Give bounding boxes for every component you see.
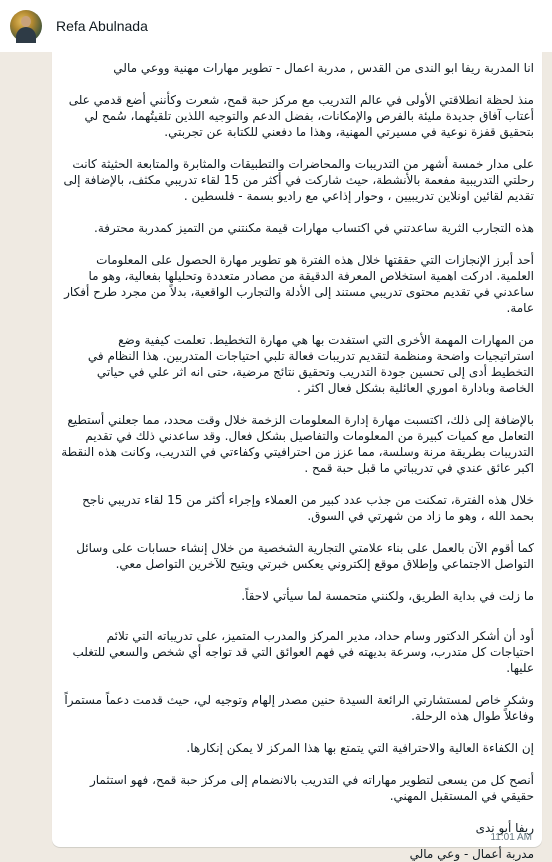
signature-title: مدربة أعمال - وعي مالي [409, 847, 534, 861]
paragraph-scientific-info: أحد أبرز الإنجازات التي حققتها خلال هذه الفترة هو تطوير مهارة الحصول على المعلومات العلمية. ادركت اهمية استخلاص المعرفة الدقيقة من مصادر متعددة وتحليلها بفعالية، وهو ما ساعدني في تقديم محتوى تدريبي مستند إلى الأدلة والتجارب الواقعية، بدلاً من مجرد طرح أفكار عامة. [64, 253, 534, 315]
contact-name[interactable]: Refa Abulnada [56, 18, 148, 34]
paragraph-five-months: على مدار خمسة أشهر من التدريبات والمحاضرات والتطبيقات والمثابرة والمتابعة الحثيثة كانت رحلتي التدريبية مفعمة بالأنشطة، حيث شاركت في أكثر من 15 لقاء تدريبي مكثف، بالإضافة إلى تقديم لقائين اونلاين تدريبيين ، وحوار إذاعي مع راديو بسمة - فلسطين . [63, 157, 534, 203]
paragraph-thanks-consultant: وشكر خاص لمستشارتي الرائعة السيدة حنين مصدر إلهام وتوجيه لي، حيث قدمت دعماً مستمراً وفاعلاً طوال هذه الرحلة. [64, 693, 534, 723]
avatar-body [16, 27, 36, 43]
paragraph-recommendation: أنصح كل من يسعى لتطوير مهاراته في التدريب بالانضمام إلى مركز حبة قمح، فهو استثمار حقيقي في المستقبل المهني. [89, 773, 534, 803]
message-time: 11:01 AM [490, 832, 532, 843]
avatar[interactable] [10, 10, 42, 42]
paragraph-efficiency: إن الكفاءة العالية والاحترافية التي يتمتع بها هذا المركز لا يمكن إنكارها. [186, 741, 534, 755]
paragraph-brand: كما أقوم الآن بالعمل على بناء علامتي التجارية الشخصية من خلال إنشاء حسابات على وسائل التواصل الاجتماعي وإطلاق موقع إلكتروني يعكس خبرتي ويتيح للآخرين التواصل معي. [76, 541, 534, 571]
chat-header [0, 0, 552, 52]
message-text [60, 60, 534, 862]
paragraph-clients: خلال هذه الفترة، تمكنت من جذب عدد كبير من العملاء وإجراء أكثر من 15 لقاء تدريبي ناجح بحمد الله ، وهو ما زاد من شهرتي في السوق. [82, 493, 534, 523]
paragraph-thanks-doctor: أود أن أشكر الدكتور وسام حداد، مدير المركز والمدرب المتميز، على تدريباته التي تلائم احتياجات كل متدرب، وسرعة بديهته في فهم العوائق التي قد تواجه أي شخص والسعي للتغلب عليها. [72, 629, 534, 675]
paragraph-rich-experiences: هذه التجارب الثرية ساعدتني في اكتساب مهارات قيمة مكنتني من التميز كمدربة محترفة. [94, 221, 534, 235]
paragraph-intro: انا المدربة ريفا ابو الندى من القدس , مدربة اعمال - تطوير مهارات مهنية ووعي مالي [113, 61, 534, 75]
avatar-head [21, 16, 31, 27]
paragraph-beginning: ما زلت في بداية الطريق، ولكنني متحمسة لما سيأتي لاحقاً. [241, 589, 534, 603]
signature-name: ريفا أبو ندى [475, 821, 534, 835]
paragraph-info-management: بالإضافة إلى ذلك، اكتسبت مهارة إدارة المعلومات الزخمة خلال وقت محدد، مما جعلني أستطيع التعامل مع كميات كبيرة من المعلومات والتفاصيل بشكل فعال. وقد ساعدني ذلك في تقديم التدريبات بطريقة مرنة وسلسة، مما عزز من احترافيتي وكفاءتي في التدريب، وكانت هذه النقطة اكبر عائق عندي في تدريباتي ما قبل حبة قمح . [61, 413, 534, 475]
message-bubble[interactable] [52, 52, 542, 861]
paragraph-start: منذ لحظة انطلاقتي الأولى في عالم التدريب مع مركز حبة قمح، شعرت وكأنني أضع قدمي على أعتاب آفاق جديدة مليئة بالفرص والإمكانات، بفضل الدعم والتوجيه اللذين تلقيتُهما، سُمح لي بتحقيق قفزة نوعية في مسيرتي المهنية، وهذا ما دفعني للكتابة عن تجربتي. [68, 93, 534, 139]
paragraph-planning: من المهارات المهمة الأخرى التي استفدت بها هي مهارة التخطيط. تعلمت كيفية وضع استراتيجيات واضحة ومنظمة لتقديم تدريبات فعالة تلبي احتياجات المتدربين. هذا النظام في التخطيط أدى إلى تحسين جودة التدريب وتحقيق نتائج مرضية، حتى انه اثر علي في حياتي الخاصة وبادارة اموري العائلية بشكل فعال اكثر . [87, 333, 534, 395]
